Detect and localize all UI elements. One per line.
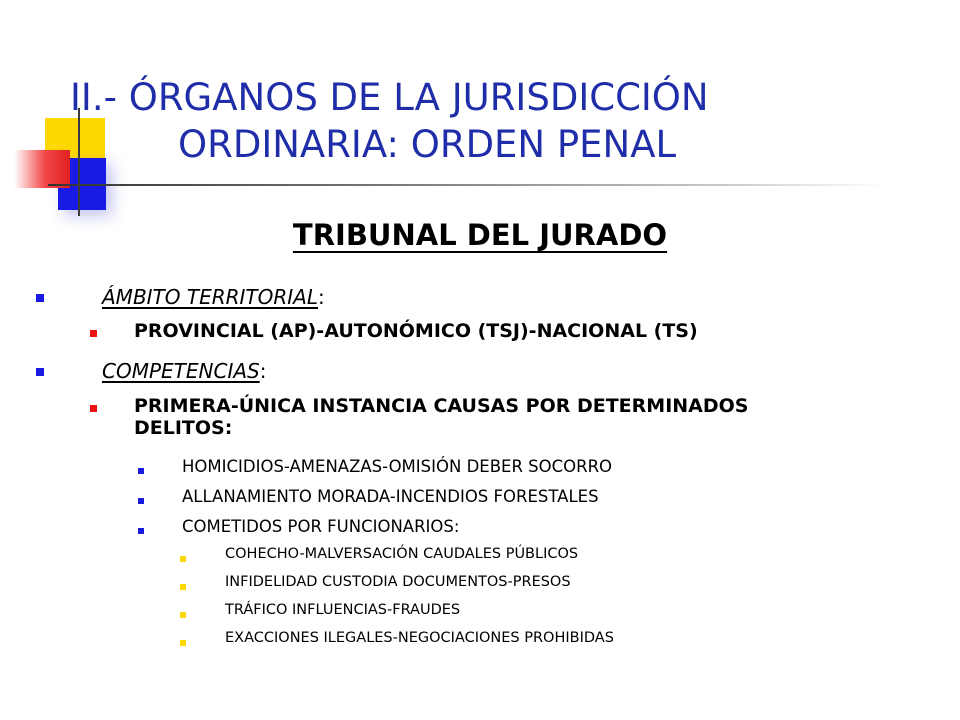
section-heading-text: ÁMBITO TERRITORIAL bbox=[102, 285, 318, 309]
section-heading-ambito bbox=[102, 285, 325, 309]
bullet-icon bbox=[180, 612, 186, 618]
bullet-icon bbox=[90, 330, 97, 337]
heading-colon: : bbox=[318, 285, 325, 309]
bullet-icon bbox=[138, 528, 144, 534]
list-item: PRIMERA-ÚNICA INSTANCIA CAUSAS POR DETERMINADOS DELITOS: bbox=[134, 395, 749, 439]
list-item: EXACCIONES ILEGALES-NEGOCIACIONES PROHIBIDAS bbox=[225, 630, 614, 646]
bullet-icon bbox=[138, 498, 144, 504]
bullet-icon bbox=[180, 584, 186, 590]
list-item: PROVINCIAL (AP)-AUTONÓMICO (TSJ)-NACIONAL (TS) bbox=[134, 320, 698, 342]
bullet-icon bbox=[90, 405, 97, 412]
bullet-icon bbox=[36, 294, 44, 302]
subtitle-text: TRIBUNAL DEL JURADO bbox=[292, 218, 668, 252]
heading-colon: : bbox=[259, 359, 267, 383]
title-divider-line bbox=[48, 184, 888, 186]
slide-title bbox=[70, 74, 950, 168]
section-heading-competencias bbox=[102, 359, 266, 383]
section-heading-text: COMPETENCIAS bbox=[102, 359, 260, 383]
list-item: COMETIDOS POR FUNCIONARIOS: bbox=[182, 517, 460, 536]
red-square-shape bbox=[14, 150, 70, 188]
list-item: ALLANAMIENTO MORADA-INCENDIOS FORESTALES bbox=[182, 487, 599, 506]
list-item: TRÁFICO INFLUENCIAS-FRAUDES bbox=[225, 602, 461, 618]
bullet-icon bbox=[180, 640, 186, 646]
bullet-icon bbox=[36, 368, 44, 376]
title-line-1: II.- ÓRGANOS DE LA JURISDICCIÓN bbox=[70, 76, 709, 119]
list-item: HOMICIDIOS-AMENAZAS-OMISIÓN DEBER SOCORRO bbox=[182, 457, 613, 476]
bullet-icon bbox=[138, 468, 144, 474]
list-item: COHECHO-MALVERSACIÓN CAUDALES PÚBLICOS bbox=[225, 546, 579, 562]
list-item: INFIDELIDAD CUSTODIA DOCUMENTOS-PRESOS bbox=[225, 574, 571, 590]
slide-subtitle bbox=[0, 218, 960, 252]
bullet-icon bbox=[180, 556, 186, 562]
title-line-2: ORDINARIA: ORDEN PENAL bbox=[178, 123, 677, 166]
